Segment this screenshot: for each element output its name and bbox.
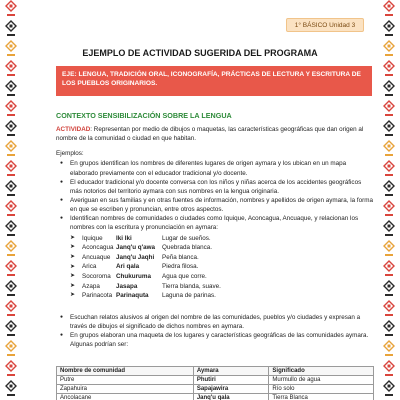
table-cell: Sapajawira	[193, 385, 269, 394]
arrow-icon: ➤	[70, 244, 76, 251]
unit-badge: 1° BÁSICO Unidad 3	[286, 18, 364, 32]
table-cell: Putre	[57, 376, 194, 385]
community-row	[70, 243, 374, 253]
border-motif-icon	[5, 140, 17, 160]
table-header: Nombre de comunidad	[57, 367, 194, 376]
community-meaning: Laguna de parinas.	[162, 292, 216, 300]
table-cell: Río solo	[269, 385, 374, 394]
community-row	[70, 262, 374, 272]
border-motif-icon	[383, 60, 395, 80]
border-motif-icon	[383, 300, 395, 320]
border-motif-icon	[5, 160, 17, 180]
border-motif-icon	[383, 40, 395, 60]
list-item: ● En grupos identifican los nombres de diferentes lugares de origen aymara y los ubican en un mapa elaborado previamente con el educador tradicional y/o docente.	[56, 159, 374, 177]
community-row	[70, 272, 374, 282]
community-list	[70, 233, 374, 300]
border-motif-icon	[383, 200, 395, 220]
border-motif-icon	[5, 340, 17, 360]
arrow-icon: ➤	[70, 263, 76, 270]
arrow-icon: ➤	[70, 254, 76, 261]
community-meaning: Piedra filosa.	[162, 263, 199, 271]
list-item: ● Identifican nombres de comunidades o ciudades como Iquique, Aconcagua, Ancuaque, y relacionan los nombres con la escritura y pronunciación en aymara:	[56, 214, 374, 232]
community-aymara: Ari qala	[116, 263, 140, 271]
border-motif-icon	[383, 20, 395, 40]
border-motif-icon	[383, 320, 395, 340]
community-row	[70, 291, 374, 301]
table-cell: Janq'u qala	[193, 394, 269, 400]
community-row	[70, 233, 374, 243]
border-motif-icon	[383, 180, 395, 200]
border-motif-icon	[5, 300, 17, 320]
community-meaning: Quebrada blanca.	[162, 244, 213, 252]
border-motif-icon	[5, 240, 17, 260]
border-motif-icon	[383, 360, 395, 380]
table-cell: Zapahuira	[57, 385, 194, 394]
community-meaning-table	[56, 366, 374, 400]
community-place: Parinacota	[82, 292, 113, 300]
community-meaning: Peña blanca.	[162, 253, 199, 261]
activity-content	[56, 125, 374, 305]
border-motif-icon	[383, 140, 395, 160]
community-row	[70, 253, 374, 263]
section-heading: CONTEXTO SENSIBILIZACIÓN SOBRE LA LENGUA	[56, 111, 232, 120]
right-decorative-border	[382, 0, 396, 400]
arrow-icon: ➤	[70, 273, 76, 280]
list-item: ● Averiguan en sus familias y en otras fuentes de información, nombres y apellidos de origen aymara, la forma en que se escriben y pronuncian, entre otros aspectos.	[56, 196, 374, 214]
table-row	[57, 385, 374, 394]
border-motif-icon	[383, 80, 395, 100]
community-aymara: Iki Iki	[116, 234, 132, 242]
border-motif-icon	[5, 40, 17, 60]
border-motif-icon	[383, 120, 395, 140]
border-motif-icon	[5, 280, 17, 300]
border-motif-icon	[383, 0, 395, 20]
border-motif-icon	[5, 80, 17, 100]
community-aymara: Chukuruma	[116, 272, 151, 280]
community-aymara: Jasapa	[116, 282, 138, 290]
border-motif-icon	[383, 380, 395, 400]
border-motif-icon	[5, 220, 17, 240]
community-place: Aconcagua	[82, 244, 114, 252]
border-motif-icon	[5, 60, 17, 80]
eje-banner: EJE: LENGUA, TRADICIÓN ORAL, ICONOGRAFÍA, PRÁCTICAS DE LECTURA Y ESCRITURA DE LOS PUEBLOS ORIGINARIOS.	[56, 66, 372, 96]
border-motif-icon	[383, 220, 395, 240]
activity-paragraph	[56, 125, 374, 143]
border-motif-icon	[383, 240, 395, 260]
list-item: ● El educador tradicional y/o docente conversa con los niños y niñas acerca de los accidentes geográficos más notorios del territorio aymara con sus nombres en la lengua originaria.	[56, 178, 374, 196]
community-aymara: Janq'u Jaqhi	[116, 253, 155, 261]
border-motif-icon	[383, 280, 395, 300]
table-cell: Tierra Blanca	[269, 394, 374, 400]
examples-label: Ejemplos:	[56, 150, 84, 158]
table-header: Aymara	[193, 367, 269, 376]
left-decorative-border	[4, 0, 18, 400]
border-motif-icon	[5, 120, 17, 140]
activity-label: ACTIVIDAD	[56, 126, 91, 133]
additional-list	[56, 313, 374, 350]
community-meaning: Lugar de sueños.	[162, 234, 211, 242]
table-header: Significado	[269, 367, 374, 376]
table-cell: Murmullo de agua	[269, 376, 374, 385]
list-item: ● Escuchan relatos alusivos al origen del nombre de las comunidades, pueblos y/o ciudades y expresan a través de dibujos el significado de dichos nombres en aymara.	[56, 313, 374, 331]
border-motif-icon	[5, 20, 17, 40]
community-place: Arica	[82, 263, 97, 271]
table-cell: Ancolacane	[57, 394, 194, 400]
border-motif-icon	[5, 180, 17, 200]
activity-text: : Representan por medio de dibujos o maquetas, las características geográficas que dan origen al nombre de la comunidad o ciudad en que habitan.	[56, 126, 364, 143]
arrow-icon: ➤	[70, 292, 76, 299]
page-title: EJEMPLO DE ACTIVIDAD SUGERIDA DEL PROGRAMA	[82, 48, 318, 58]
border-motif-icon	[5, 200, 17, 220]
table-row	[57, 376, 374, 385]
additional-activities	[56, 313, 374, 350]
border-motif-icon	[383, 260, 395, 280]
border-motif-icon	[5, 0, 17, 20]
community-place: Azapa	[82, 282, 100, 290]
community-aymara: Parinaquta	[116, 292, 149, 300]
border-motif-icon	[383, 160, 395, 180]
community-row	[70, 281, 374, 291]
border-motif-icon	[5, 380, 17, 400]
table-row	[57, 394, 374, 400]
community-place: Iquique	[82, 234, 103, 242]
table-header-row	[57, 367, 374, 376]
border-motif-icon	[383, 100, 395, 120]
arrow-icon: ➤	[70, 282, 76, 289]
examples-list	[56, 159, 374, 232]
border-motif-icon	[5, 320, 17, 340]
border-motif-icon	[383, 340, 395, 360]
list-item: ● En grupos elaboran una maqueta de los lugares y características geográficas de las comunidades aymara. Algunas podrían ser:	[56, 331, 374, 349]
border-motif-icon	[5, 100, 17, 120]
community-aymara: Janq'u q'awa	[116, 244, 156, 252]
table-cell: Phutiri	[193, 376, 269, 385]
community-meaning: Agua que corre.	[162, 272, 207, 280]
border-motif-icon	[5, 260, 17, 280]
community-place: Ancuaque	[82, 253, 111, 261]
community-meaning: Tierra blanda, suave.	[162, 282, 221, 290]
border-motif-icon	[5, 360, 17, 380]
arrow-icon: ➤	[70, 234, 76, 241]
community-place: Socoroma	[82, 272, 111, 280]
